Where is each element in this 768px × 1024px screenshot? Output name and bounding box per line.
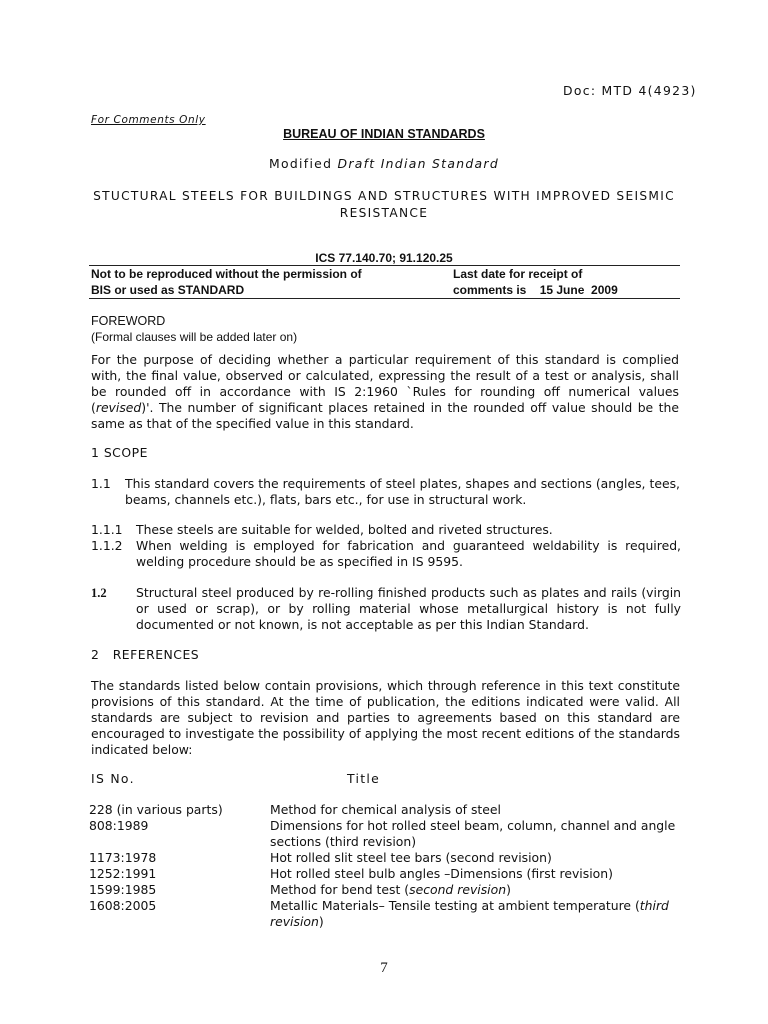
clause-1-1-2 xyxy=(91,538,681,572)
reference-is-no: 1608:2005 xyxy=(89,898,157,913)
draft-label xyxy=(0,156,768,172)
reference-is-no: 808:1989 xyxy=(89,818,149,833)
reference-title: Dimensions for hot rolled steel beam, column, channel and angle sections (third revision) xyxy=(270,818,676,849)
doc-reference: Doc: MTD 4(4923) xyxy=(563,83,697,98)
clause-1-2-number: 1.2 xyxy=(91,586,107,600)
column-header-title: Title xyxy=(347,771,381,786)
notice-bottom-rule xyxy=(89,298,680,299)
reference-is-no: 1599:1985 xyxy=(89,882,157,897)
foreword-text-a: For the purpose of deciding whether a particular requirement of this standard is complied with, the final value, observed or calculated, expressing the result of a test or analysis, shall be rounded off in accordance with IS 2:1960 `Rules for rounding off numerical values ( xyxy=(91,352,679,415)
page-number: 7 xyxy=(380,960,388,976)
reference-title-a: Metallic Materials– Tensile testing at ambient temperature ( xyxy=(270,898,640,913)
column-header-is-no: IS No. xyxy=(91,771,135,786)
clause-1-1-number: 1.1 xyxy=(91,476,111,491)
document-title-line1: STUCTURAL STEELS FOR BUILDINGS AND STRUCTURES WITH IMPROVED SEISMIC xyxy=(93,189,675,203)
notice-left-line1: Not to be reproduced without the permission of xyxy=(91,267,362,281)
reference-title-b: ) xyxy=(506,882,511,897)
references-intro: The standards listed below contain provisions, which through reference in this text constitute provisions of this standard. At the time of publication, the editions indicated were valid. All standards are subject to revision and parties to agreements based on this standard are encouraged to investigate the possibility of applying the most recent editions of the standards indicated below: xyxy=(91,678,680,757)
clause-1-1-1-number: 1.1.1 xyxy=(91,522,123,537)
clause-1-2-text: Structural steel produced by re-rolling finished products such as plates and rails (virgin or used or scrap), or by rolling material whose metallurgical history is not fully documented or not known, is not acceptable as per this Indian Standard. xyxy=(136,585,681,632)
bureau-title-text: BUREAU OF INDIAN STANDARDS xyxy=(283,127,485,141)
foreword-paragraph xyxy=(91,352,679,432)
clause-1-2 xyxy=(91,585,681,635)
bureau-title xyxy=(0,126,768,142)
clause-1-1 xyxy=(91,476,681,510)
reference-is-no: 228 (in various parts) xyxy=(89,802,223,817)
reference-title-b: ) xyxy=(318,914,324,929)
document-title-line2: RESISTANCE xyxy=(339,206,429,220)
reference-title-italic: second revision xyxy=(409,882,507,897)
notice-right-line1: Last date for receipt of xyxy=(453,267,583,281)
reference-title xyxy=(270,882,690,898)
notice-right xyxy=(453,266,618,298)
reference-title: Method for chemical analysis of steel xyxy=(270,802,501,817)
notice-left-line2: BIS or used as STANDARD xyxy=(91,283,245,297)
references-heading: 2 REFERENCES xyxy=(91,647,200,662)
comments-prefix: comments is xyxy=(453,283,527,297)
reference-title: Hot rolled steel bulb angles –Dimensions (first revision) xyxy=(270,866,613,881)
clause-1-1-text: This standard covers the requirements of steel plates, shapes and sections (angles, tees, beams, channels etc.), flats, bars etc., for use in structural work. xyxy=(125,476,680,507)
modified-prefix: Modified xyxy=(269,156,338,171)
reference-title-a: Method for bend test ( xyxy=(270,882,410,897)
reference-is-no: 1173:1978 xyxy=(89,850,157,865)
clause-1-1-2-number: 1.1.2 xyxy=(91,538,123,553)
foreword-note: (Formal clauses will be added later on) xyxy=(91,330,298,344)
clause-1-1-1-text: These steels are suitable for welded, bolted and riveted structures. xyxy=(136,522,553,537)
reference-title xyxy=(270,898,690,930)
last-date: 15 June 2009 xyxy=(539,283,618,297)
notice-right-line2 xyxy=(453,282,618,298)
foreword-text-b: )'. The number of significant places retained in the rounded off value should be the same as that of the specified value in this standard. xyxy=(91,400,679,431)
reference-title-italic: third revision xyxy=(270,898,669,929)
for-comments-label: For Comments Only xyxy=(91,114,206,126)
reference-title: Hot rolled slit steel tee bars (second revision) xyxy=(270,850,552,865)
ics-code: ICS 77.140.70; 91.120.25 xyxy=(315,251,453,265)
notice-left xyxy=(91,266,362,298)
foreword-text-italic: revised xyxy=(95,400,142,415)
draft-standard-label: Draft Indian Standard xyxy=(337,156,499,171)
clause-1-1-2-text: When welding is employed for fabrication and guaranteed weldability is required, welding procedure should be as specified in IS 9595. xyxy=(136,538,681,569)
scope-heading: 1 SCOPE xyxy=(91,445,148,460)
reference-is-no: 1252:1991 xyxy=(89,866,157,881)
foreword-heading: FOREWORD xyxy=(91,314,166,328)
